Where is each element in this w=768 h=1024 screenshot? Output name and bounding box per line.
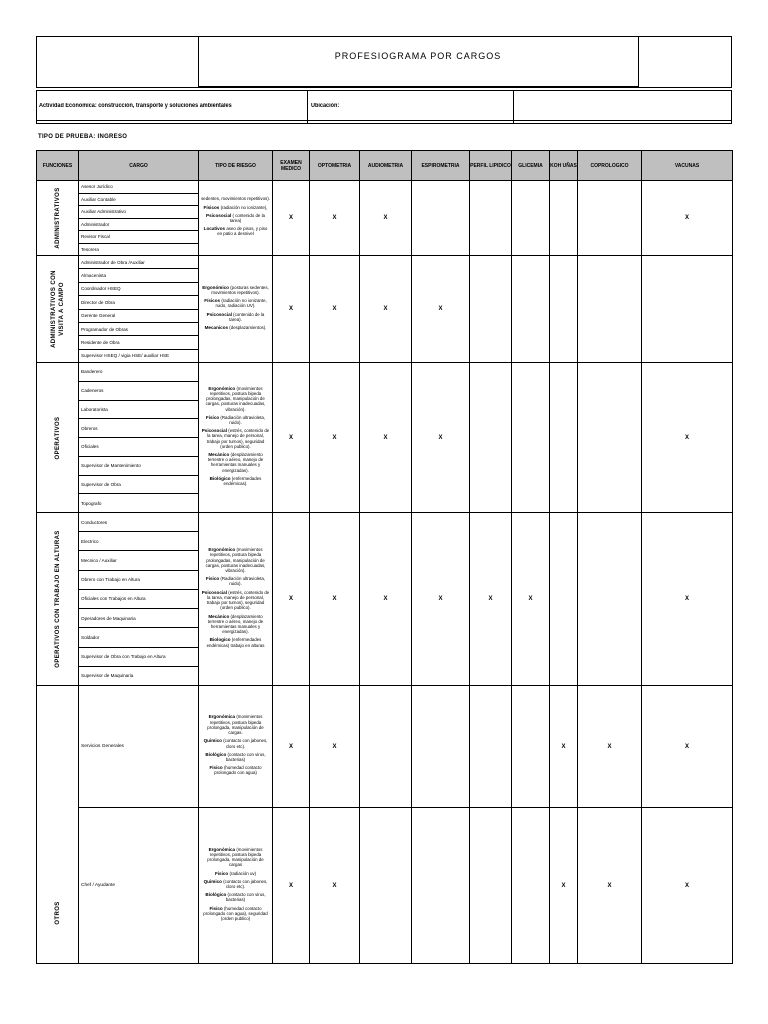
cargo-item: Supervisor de Mantenimiento [79,457,198,476]
column-header: COPROLOGICO [578,151,642,181]
exam-mark [470,686,512,808]
cargo-cell [79,513,199,686]
exam-mark [360,686,412,808]
exam-mark [642,256,733,363]
risk-cell: Ergonómico (posturas sedentes, movimientos repetitivos). Físicos (radiación no ionizante, ruido, radiación UV). Psicosocial (contenido de la tarea). Mecanicos (desplazamientos). [199,256,273,363]
cargo-item: Conductores [79,513,198,532]
title-cell [198,37,639,87]
exam-mark: X [360,181,412,256]
cargo-cell [79,256,199,363]
exam-mark: X [550,686,578,808]
column-header: ESPIROMETRIA [412,151,470,181]
column-header: CARGO [79,151,199,181]
cargo-item: Soldador [79,628,198,647]
cargo-item: Electrico [79,532,198,551]
exam-mark [550,181,578,256]
cargo-item: Administrador de Obra /Auxiliar [79,256,198,269]
exam-mark [578,363,642,513]
exam-mark: X [273,513,310,686]
column-header: EXAMEN MEDICO [273,151,310,181]
cargo-item: Banderero [79,363,198,382]
exam-mark [470,808,512,964]
exam-mark: X [273,363,310,513]
exam-mark [578,256,642,363]
table-row [37,686,733,808]
cargo-item: Auxiliar Administrativo [79,206,198,219]
cargo-cell: Servicios Generales [79,686,199,808]
function-cell: OPERATIVOS CON TRABAJO EN ALTURAS [37,513,79,686]
column-header: GLICEMIA [512,151,550,181]
logo-cell [37,37,199,87]
exam-mark [578,181,642,256]
header-box [36,36,732,88]
exam-mark [550,363,578,513]
risk-cell: Ergonómico (movimientos repetitivos, postura bipeda prolongadas, manipulación de cargas, posturas inadecuadas, vibración). Fisico (Radiación ultravioleta, ruido). Psicosocial (estrés, contenido de la tarea, manejo de personal, trabajo por turnos), seguridad (orden publico). Mecánico (desplazamiento terrestre o aéreo, manejo de herramientas manuales y energizadas). Biológico (enfermedades endémicas). [199,363,273,513]
exam-mark: X [642,808,733,964]
location-label: Ubicación: [311,103,340,109]
exam-mark [412,808,470,964]
exam-mark: X [642,181,733,256]
exam-mark: X [310,513,360,686]
cargo-item: Topografo [81,500,102,506]
cargo-item: Oficiales [79,438,198,457]
function-cell: ADMINISTRATIVOS CON VISITA A CAMPO [37,256,79,363]
cargo-item: Oficiales con Trabajos en Altura [79,590,198,609]
profesiograma-table [36,150,733,964]
cargo-item: Mecnico / Auxiliar [79,551,198,570]
exam-mark: X [642,363,733,513]
exam-mark [412,686,470,808]
exam-mark: X [273,808,310,964]
cargo-item: Supervisor de Obra con Trabajo en Altura [79,648,198,667]
column-header: VACUNAS [642,151,733,181]
cargo-item: Supervisor HSEQ / vigia HSE/ auxiliar HSE [81,353,170,359]
cargo-cell [79,363,199,513]
cargo-cell [79,181,199,256]
activity-row [36,90,732,124]
column-header: KOH UÑAS [550,151,578,181]
column-header: TIPO DE RIESGO [199,151,273,181]
test-type-label: TIPO DE PRUEBA: INGRESO [38,134,128,140]
table-row [37,808,733,964]
risk-cell: Ergonómica (movimientos repetitivos, postura bipeda prolongada, manipulación de cargas. Quimico (contacto con jabones, cloro etc). Biológico (contacto con virus, bacterias) Fisico (humedad contacto prolongado con agua) [199,686,273,808]
exam-mark: X [310,181,360,256]
exam-mark: X [310,808,360,964]
exam-mark: X [360,513,412,686]
exam-mark [550,256,578,363]
function-cell: OPERATIVOS [37,363,79,513]
exam-mark [512,686,550,808]
risk-cell: Ergonómica (movimientos repetitivos, postura bipeda prolongada, manipulación de cargas Fisico (radiación uv) Quimico (contacto con jabones, cloro etc). Biológico (contacto con virus, bacterias) Fisico (humedad contacto prolongado con agua), seguridad (orden publico) [199,808,273,964]
table-row [37,256,733,363]
cargo-item: Asesor Jurídico [79,181,198,194]
table-row [37,363,733,513]
exam-mark [512,363,550,513]
exam-mark: X [578,686,642,808]
exam-mark [470,363,512,513]
exam-mark [550,513,578,686]
cargo-item: Gerente General [79,310,198,323]
cargo-item: Almacenista [79,269,198,282]
cargo-item: Supervisor de Obra [79,476,198,495]
function-cell: ADMINISTRATIVOS [37,181,79,256]
column-header: PERFIL LIPIDICO [470,151,512,181]
exam-mark: X [310,256,360,363]
cargo-item: Revisor Fiscal [79,231,198,244]
cargo-item: Operadores de Maquinaria [79,609,198,628]
exam-mark: X [412,256,470,363]
cargo-item: Director de Obra [79,296,198,309]
exam-mark: X [360,363,412,513]
exam-mark: X [273,686,310,808]
column-header: FUNCIONES [37,151,79,181]
exam-mark: X [412,513,470,686]
exam-mark: X [273,256,310,363]
cargo-item: Administrador [79,219,198,232]
exam-mark [578,513,642,686]
cargo-item: Programador de Obras [79,323,198,336]
exam-mark: X [360,256,412,363]
exam-mark [512,808,550,964]
exam-mark [512,256,550,363]
cargo-item: Laboratorista [79,401,198,420]
exam-mark: X [578,808,642,964]
exam-mark [470,181,512,256]
risk-cell: Ergonómico (movimientos repetitivos, postura bipeda prolongadas, manipulación de cargas, posturas inadecuadas, vibración). Fisico (Radiación ultravioleta, ruido). Psicosocial (estrés, contenido de la tarea, manejo de personal, trabajo por turnos), seguridad (orden publico). Mecánico (desplazamiento terrestre o aéreo, manejo de herramientas manuales y energizadas). Biologico (enfermedades endémicas) trabajo en alturas [199,513,273,686]
exam-mark: X [642,513,733,686]
exam-mark [512,181,550,256]
document-title: PROFESIOGRAMA POR CARGOS [334,51,502,61]
cargo-item: Residente de Obra [79,336,198,349]
exam-mark: X [412,363,470,513]
function-cell: OTROS [37,686,79,964]
exam-mark [360,808,412,964]
table-row [37,181,733,256]
exam-mark: X [310,363,360,513]
cargo-cell: Chef / Ayudante [79,808,199,964]
exam-mark [412,181,470,256]
exam-mark: X [512,513,550,686]
exam-mark [470,256,512,363]
risk-cell: sedentes, movimientos repetitivos). Físicos (radiación no ionizante), Psicosocial ( contenido de la tarea) Locativos aseo de pisos, y piso en patio a desnivel [199,181,273,256]
table-header-row [37,151,733,181]
table-row [37,513,733,686]
cargo-item: Supervisor de Maquinaria [81,673,134,679]
exam-mark: X [310,686,360,808]
exam-mark: X [273,181,310,256]
cargo-item: Tesorera [81,246,99,252]
cargo-item: Obreros [79,419,198,438]
activity-label: Actividad Economica: construcción, transporte y soluciones ambientales [39,103,232,109]
cargo-item: Cadeneros [79,382,198,401]
cargo-item: Coordinador HSEQ [79,283,198,296]
column-header: AUDIOMETRIA [360,151,412,181]
cargo-item: Auxiliar Contable [79,194,198,207]
cargo-item: Obrero con Trabajo en Altura [79,571,198,590]
exam-mark: X [550,808,578,964]
column-header: OPTOMETRIA [310,151,360,181]
exam-mark: X [642,686,733,808]
exam-mark: X [470,513,512,686]
